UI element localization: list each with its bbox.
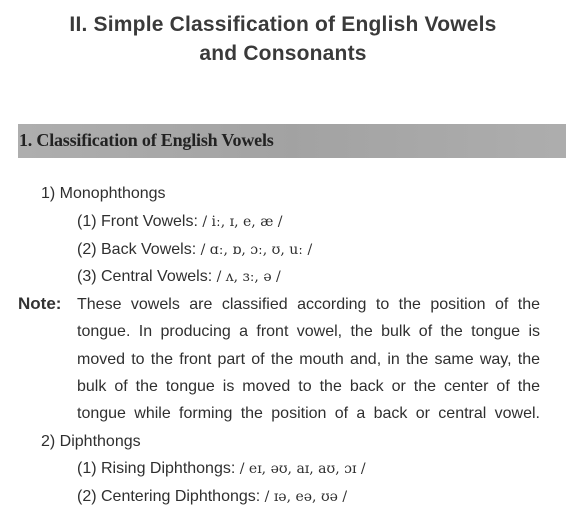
centering-diphthongs-line [77,487,347,507]
front-vowels-line [77,212,283,232]
central-vowels-ipa: / ʌ, ɜː, ə / [216,269,281,285]
rising-diphthongs-ipa: / eɪ, əʊ, aɪ, aʊ, ɔɪ / [239,461,366,477]
note-line-1: These vowels are classified according to the position of the [77,296,540,313]
diphthongs-label: 2) Diphthongs [41,433,141,450]
back-vowels-label: (2) Back Vowels: [77,241,201,258]
note-line-4: bulk of the tongue is moved to the back or the center of the [77,378,540,395]
central-vowels-label: (3) Central Vowels: [77,268,217,285]
front-vowels-ipa: / iː, ɪ, e, æ / [202,214,283,230]
central-vowels-line [77,267,281,287]
note-line-2: tongue. In producing a front vowel, the bulk of the tongue is [77,323,540,340]
page-title-line-2: and Consonants [199,42,367,65]
rising-diphthongs-label: (1) Rising Diphthongs: [77,460,240,477]
section-heading: 1. Classification of English Vowels [19,130,274,150]
note-label: Note: [18,294,62,313]
front-vowels-label: (1) Front Vowels: [77,213,203,230]
centering-diphthongs-ipa: / ɪə, eə, ʊə / [264,489,348,505]
note-line-3: moved to the front part of the mouth and, in the same way, the [77,351,540,368]
monophthongs-label: 1) Monophthongs [41,185,166,202]
centering-diphthongs-label: (2) Centering Diphthongs: [77,488,265,505]
back-vowels-ipa: / ɑː, ɒ, ɔː, ʊ, uː / [200,242,313,258]
page-title-line-1: II. Simple Classification of English Vowels [69,13,497,36]
rising-diphthongs-line [77,459,366,479]
back-vowels-line [77,240,312,260]
page-title [0,10,566,68]
note-line-5: tongue while forming the position of a back or central vowel. [77,405,540,422]
